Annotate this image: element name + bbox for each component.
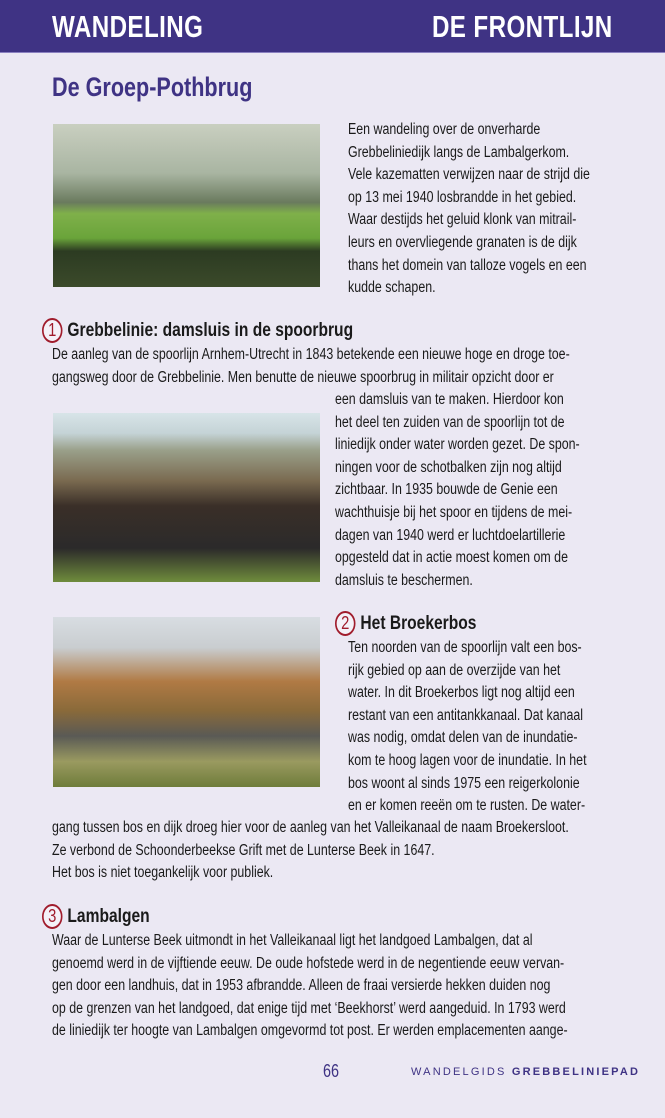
text-line: Grebbeliniedijk langs de Lambalgerkom. [348,143,570,161]
section-heading [42,904,150,929]
text-line: Ten noorden van de spoorlijn valt een bos- [348,639,582,656]
text-line: gangsweg door de Grebbelinie. Men benutte de nieuwe spoorbrug in militair opzicht door er [52,368,554,386]
text-line: genoemd werd in de vijftiende eeuw. De oude hofstede werd in de negentiende eeuw vervan- [52,954,565,972]
text-line: gang tussen bos en dijk droeg hier voor de aanleg van het Valleikanaal de naam Broekersloot. [52,819,569,836]
text-line: bos woont al sinds 1975 een reigerkolonie [348,774,580,792]
text-line: thans het domein van talloze vogels en een [348,256,587,274]
text-line: de liniedijk ter hoogte van Lambalgen omgevormd tot post. Er werden emplacementen aange- [52,1022,568,1040]
footer-brand [411,1066,640,1078]
section-number-badge: 2 [335,611,356,636]
text-line: rijk gebied op aan de overzijde van het [348,661,561,679]
text-line: liniedijk onder water worden gezet. De spon- [335,436,580,454]
text-line: kom te hoog lagen voor de inundatie. In het [348,752,587,769]
text-line: dagen van 1940 werd er luchtdoelartillerie [335,526,566,544]
text-line: en er komen reeën om te rusten. De water- [348,797,586,815]
text-line: het deel ten zuiden van de spoorlijn tot de [335,413,565,431]
page-title: De Groep-Pothbrug [52,72,253,102]
photo-broekerbos [53,617,320,787]
text-line: was nodig, omdat delen van de inundatie- [348,729,578,747]
header-left: WANDELING [52,9,204,44]
text-line: ningen voor de schotbalken zijn nog altijd [335,458,562,476]
text-line: op 13 mei 1940 losbrandde in het gebied. [348,188,577,206]
text-line: een damsluis van te maken. Hierdoor kon [335,391,564,408]
photo-dike-kazematten [53,124,320,287]
section-heading [335,611,476,636]
page-header [0,0,665,53]
text-line: Het bos is niet toegankelijk voor publiek. [52,864,274,882]
text-line: opgesteld dat in actie moest komen om de [335,549,568,567]
text-line: Waar de Lunterse Beek uitmondt in het Valleikanaal ligt het landgoed Lambalgen, dat al [52,932,533,949]
text-line: Waar destijds het geluid klonk van mitrail- [348,211,577,229]
section-number-badge: 1 [42,318,63,343]
section-heading-text: Het Broekerbos [360,612,477,634]
photo-spoorbrug-damsluis [53,413,320,582]
text-line: Een wandeling over de onverharde [348,121,541,138]
header-right: DE FRONTLIJN [432,9,613,44]
text-line: Ze verbond de Schoonderbeekse Grift met de Lunterse Beek in 1647. [52,841,435,859]
section-heading-text: Grebbelinie: damsluis in de spoorbrug [67,319,354,341]
section-number-badge: 3 [42,904,63,929]
text-line: damsluis te beschermen. [335,571,473,589]
footer-brand-light: WANDELGIDS [411,1066,507,1078]
text-line: kudde schapen. [348,279,436,297]
text-line: restant van een antitankkanaal. Dat kanaal [348,706,584,724]
text-line: water. In dit Broekerbos ligt nog altijd een [348,684,575,702]
text-line: gen door een landhuis, dat in 1953 afbrandde. Alleen de fraai versierde hekken duiden nog [52,977,551,995]
text-line: op de grenzen van het landgoed, dat enige tijd met ‘Beekhorst’ werd aangeduid. In 1793 werd [52,999,566,1017]
text-line: leurs en overvliegende granaten is de dijk [348,234,577,251]
text-line: zichtbaar. In 1935 bouwde de Genie een [335,481,558,499]
text-line: De aanleg van de spoorlijn Arnhem-Utrecht in 1843 betekende een nieuwe hoge en droge toe- [52,346,570,363]
section-heading [42,318,353,343]
footer-brand-bold: GREBBELINIEPAD [511,1066,641,1078]
section-heading-text: Lambalgen [67,905,150,927]
text-line: Vele kazematten verwijzen naar de strijd die [348,166,590,184]
text-line: wachthuisje bij het spoor en tijdens de mei- [335,504,573,521]
page-number: 66 [323,1061,340,1081]
